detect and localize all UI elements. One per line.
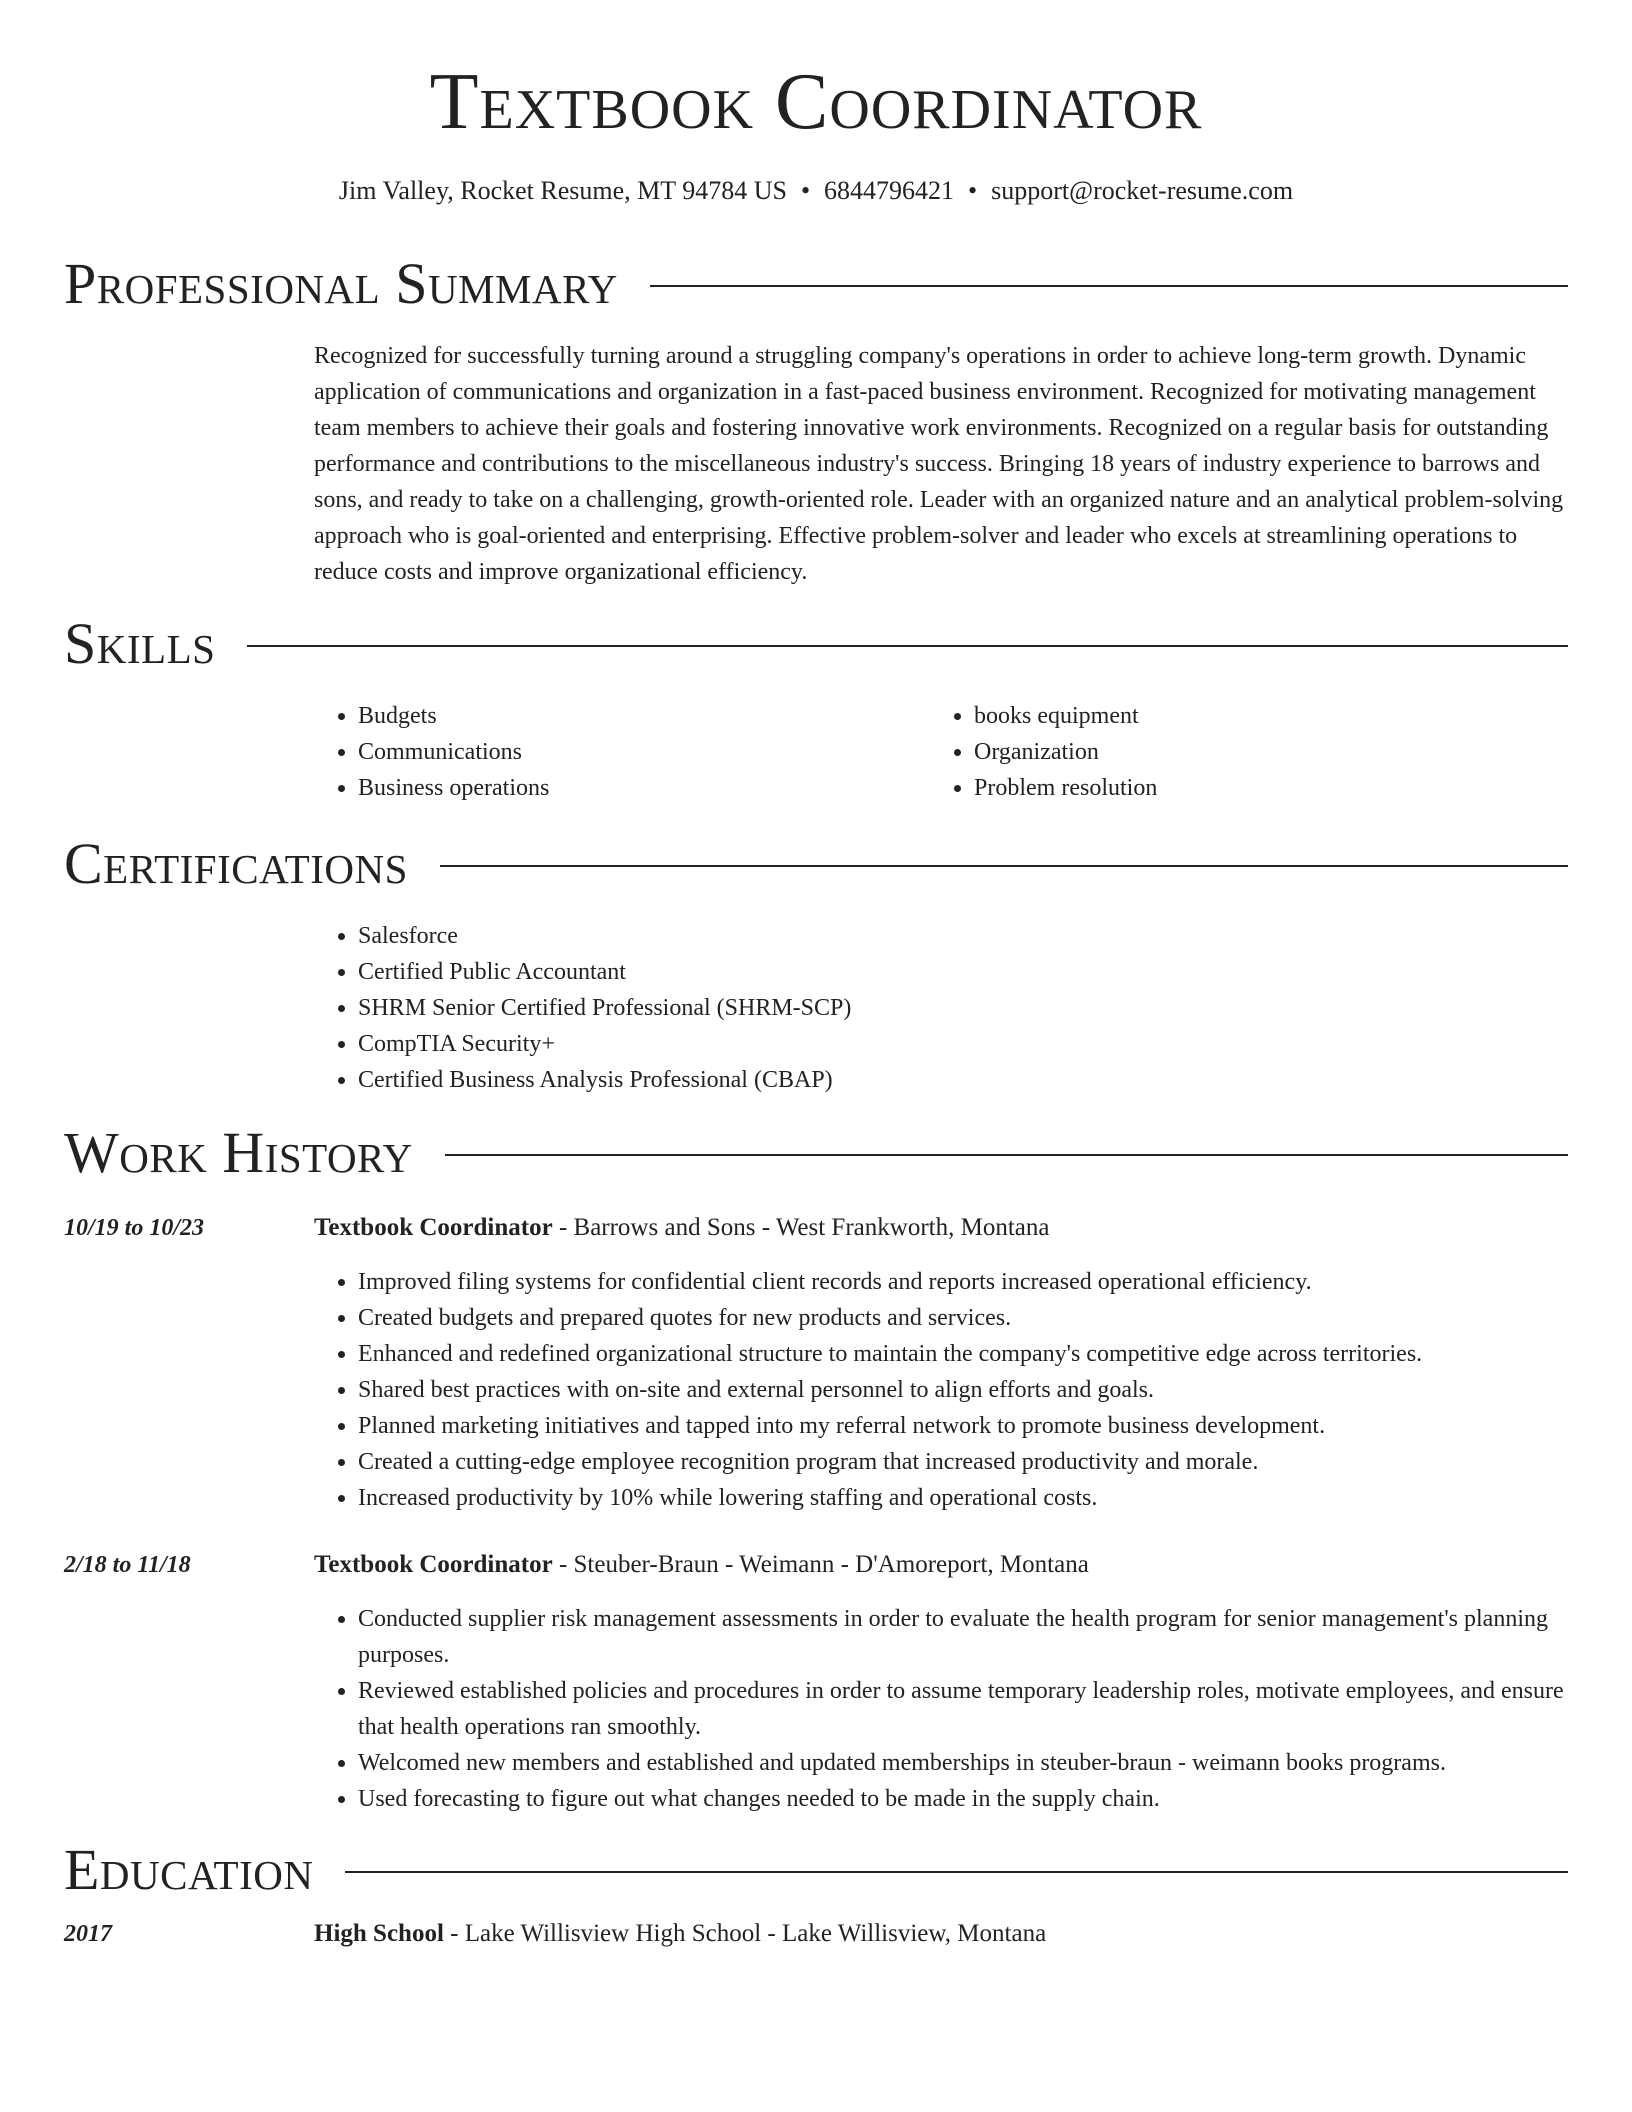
certifications-heading: Certifications	[64, 831, 408, 896]
certification-item: • CompTIA Security+	[358, 1026, 1568, 1062]
certification-item: • Certified Public Accountant	[358, 954, 1568, 990]
contact-line	[0, 176, 1632, 206]
job-heading	[314, 1547, 1568, 1583]
certification-item: • Certified Business Analysis Professional (CBAP)	[358, 1062, 1568, 1098]
certifications-section-header	[64, 832, 1568, 896]
certification-item: • Salesforce	[358, 918, 1568, 954]
section-divider	[650, 285, 1568, 287]
education-school-location: - Lake Willisview High School - Lake Willisview, Montana	[443, 1920, 1047, 1947]
skills-list-left	[314, 698, 874, 806]
job-duty-item: • Planned marketing initiatives and tapped into my referral network to promote business development.	[358, 1408, 1568, 1444]
skills-section-header	[64, 612, 1568, 676]
job-duty-item: • Welcomed new members and established and updated memberships in steuber-braun - weimann books programs.	[358, 1745, 1568, 1781]
job-duty-item: • Created a cutting-edge employee recognition program that increased productivity and morale.	[358, 1444, 1568, 1480]
section-divider	[445, 1154, 1568, 1156]
job-duties	[314, 1264, 1568, 1516]
summary-heading: Professional Summary	[64, 251, 618, 316]
summary-section-header	[64, 252, 1568, 316]
certifications-list	[314, 918, 1568, 1098]
job-dates: 10/19 to 10/23	[64, 1215, 205, 1241]
job-employer-location: - Steuber-Braun - Weimann - D'Amoreport, Montana	[552, 1551, 1089, 1578]
work-history-section-header	[64, 1121, 1568, 1185]
education-entry	[314, 1916, 1568, 1952]
job-duty-item: • Created budgets and prepared quotes for new products and services.	[358, 1300, 1568, 1336]
certification-item: • SHRM Senior Certified Professional (SHRM-SCP)	[358, 990, 1568, 1026]
skill-item: • Communications	[358, 734, 874, 770]
summary-text: Recognized for successfully turning around a struggling company's operations in order to achieve long-term growth. Dynamic application of communications and organization in a fast-paced business environment. Recognized for motivating management team members to achieve their goals and fostering innovative work environments. Recognized on a regular basis for outstanding performance and contributions to the miscellaneous industry's success. Bringing 18 years of industry experience to barrows and sons, and ready to take on a challenging, growth-oriented role. Leader with an organized nature and an analytical problem-solving approach who is goal-oriented and enterprising. Effective problem-solver and leader who excels at streamlining operations to reduce costs and improve organizational efficiency.	[314, 343, 1564, 585]
job-duty-item: • Enhanced and redefined organizational structure to maintain the company's competitive edge across territories.	[358, 1336, 1568, 1372]
skill-item: • Problem resolution	[974, 770, 1490, 806]
job-duty-item: • Increased productivity by 10% while lowering staffing and operational costs.	[358, 1480, 1568, 1516]
education-degree: High School	[314, 1920, 444, 1947]
job-employer-location: - Barrows and Sons - West Frankworth, Montana	[552, 1214, 1050, 1241]
job-title: Textbook Coordinator	[314, 1551, 553, 1578]
skill-item: • books equipment	[974, 698, 1490, 734]
skills-column-right	[930, 698, 1490, 806]
education-year: 2017	[64, 1921, 112, 1947]
education-section-header	[64, 1838, 1568, 1902]
skills-list-right	[930, 698, 1490, 806]
certifications-block	[314, 918, 1568, 1098]
skills-heading: Skills	[64, 611, 216, 676]
contact-email: support@rocket-resume.com	[991, 176, 1294, 205]
section-divider	[345, 1871, 1568, 1873]
contact-separator: •	[800, 176, 811, 205]
candidate-name: Textbook Coordinator	[429, 58, 1203, 146]
job-duties-list	[314, 1601, 1568, 1817]
section-divider	[247, 645, 1568, 647]
contact-phone: 6844796421	[824, 176, 955, 205]
job-duty-item: • Shared best practices with on-site and external personnel to align efforts and goals.	[358, 1372, 1568, 1408]
contact-address: Jim Valley, Rocket Resume, MT 94784 US	[338, 176, 787, 205]
job-duty-item: • Improved filing systems for confidential client records and reports increased operational efficiency.	[358, 1264, 1568, 1300]
skill-item: • Budgets	[358, 698, 874, 734]
job-duty-item: • Conducted supplier risk management assessments in order to evaluate the health program for senior management's planning purposes.	[358, 1601, 1568, 1673]
job-duties-list	[314, 1264, 1568, 1516]
education-heading: Education	[64, 1837, 314, 1902]
skill-item: • Organization	[974, 734, 1490, 770]
work-history-heading: Work History	[64, 1120, 413, 1185]
job-duties	[314, 1601, 1568, 1817]
job-heading	[314, 1210, 1568, 1246]
job-title: Textbook Coordinator	[314, 1214, 553, 1241]
job-duty-item: • Used forecasting to figure out what changes needed to be made in the supply chain.	[358, 1781, 1568, 1817]
skill-item: • Business operations	[358, 770, 874, 806]
section-divider	[440, 865, 1568, 867]
contact-separator: •	[968, 176, 978, 205]
job-dates: 2/18 to 11/18	[64, 1552, 191, 1578]
skills-column-left	[314, 698, 874, 806]
job-duty-item: • Reviewed established policies and procedures in order to assume temporary leadership roles, motivate employees, and ensure that health operations ran smoothly.	[358, 1673, 1568, 1745]
